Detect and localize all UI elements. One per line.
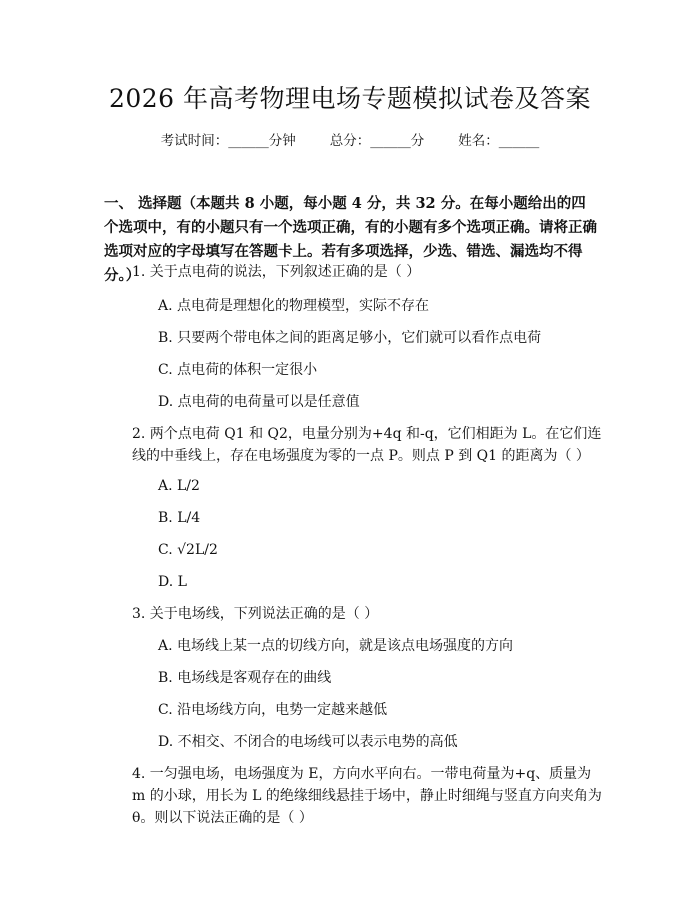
question-3-option-b: B. 电场线是客观存在的曲线: [158, 670, 332, 686]
question-1-option-d: D. 点电荷的电荷量可以是任意值: [158, 394, 360, 410]
question-stem: [104, 603, 602, 625]
exam-title: 2026 年高考物理电场专题模拟试卷及答案: [108, 84, 592, 113]
section-heading: 一、 选择题（本题共 8 小题，每小题 4 分，共 32 分。在每小题给出的四个选项中，有的小题只有一个选项正确，有的小题有多个选项正确。请将正确选项对应的字母填写在答题卡上。若有多项选择，少选、错选、漏选均不得分。）: [104, 195, 597, 284]
question-1-option-c: C. 点电荷的体积一定很小: [158, 362, 318, 378]
question-3-option-d: D. 不相交、不闭合的电场线可以表示电势的高低: [158, 734, 458, 750]
question-stem: [104, 261, 602, 283]
question-1-option-b: B. 只要两个带电体之间的距离足够小，它们就可以看作点电荷: [158, 330, 542, 346]
exam-total-score: 总分：______分: [329, 133, 425, 149]
question-3-stem: 3. 关于电场线，下列说法正确的是（ ）: [132, 606, 379, 622]
question-stem: [104, 423, 602, 467]
question-2-stem: 2. 两个点电荷 Q1 和 Q2，电量分别为+4q 和-q，它们相距为 L。在它们连线的中垂线上，存在电场强度为零的一点 P。则点 P 到 Q1 的距离为（ ）: [132, 426, 602, 464]
question-2-option-a: A. L/2: [158, 478, 200, 494]
question-stem: [104, 763, 602, 829]
question-3-option-c: C. 沿电场线方向，电势一定越来越低: [158, 702, 388, 718]
question-4-stem: 4. 一匀强电场，电场强度为 E，方向水平向右。一带电荷量为+q、质量为 m 的小球，用长为 L 的绝缘细线悬挂于场中，静止时细绳与竖直方向夹角为 θ。则以下说法正确的是（ ）: [132, 766, 602, 826]
exam-meta: [0, 131, 700, 151]
exam-time: 考试时间：______分钟: [160, 133, 296, 149]
question-3-option-a: A. 电场线上某一点的切线方向，就是该点电场强度的方向: [158, 638, 514, 654]
question-2-option-c: C. √2L/2: [158, 542, 218, 558]
question-2-option-d: D. L: [158, 574, 187, 590]
question-1-stem: 1. 关于点电荷的说法，下列叙述正确的是（ ）: [132, 264, 421, 280]
question-1-option-a: A. 点电荷是理想化的物理模型，实际不存在: [158, 298, 430, 314]
exam-name-field: 姓名：______: [458, 133, 540, 149]
question-2-option-b: B. L/4: [158, 510, 201, 526]
